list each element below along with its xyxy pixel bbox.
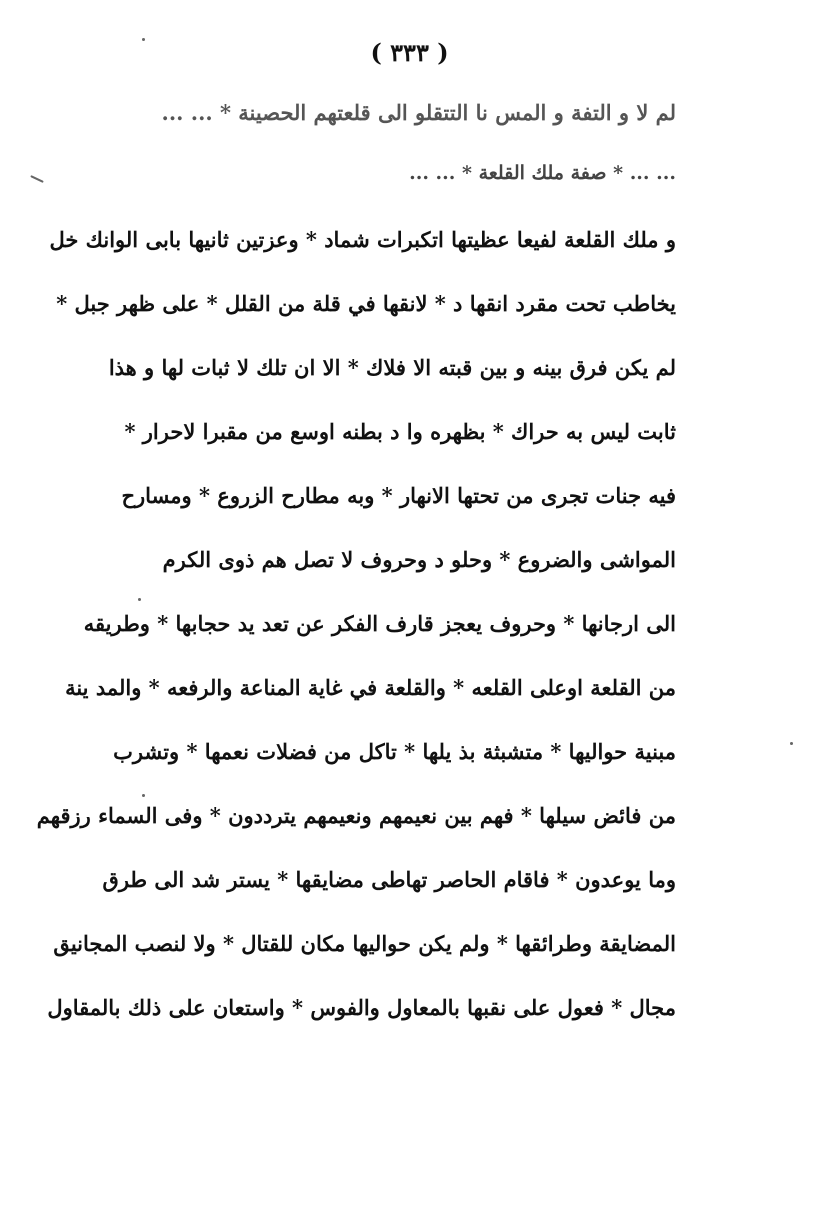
text-line: مجال * فعول على نقبها بالمعاول والفوس * واستعان على ذلك بالمقاول — [47, 995, 676, 1020]
scan-speck — [790, 742, 793, 745]
text-line: يخاطب تحت مقرد انقها د * لانقها في قلة من القلل * على ظهر جبل * — [56, 291, 676, 316]
text-line: وما يوعدون * فاقام الحاصر تهاطى مضايقها * يستر شد الى طرق — [102, 867, 676, 892]
text-line: و ملك القلعة لفيعا عظيتها اتكبرات شماد * وعزتين ثانيها بابى الوانك خل — [49, 227, 676, 252]
text-line: الى ارجانها * وحروف يعجز قارف الفكر عن تعد يد حجابها * وطريقه — [83, 611, 676, 636]
page-number: ( ۳۳۳ ) — [370, 38, 449, 67]
scan-speck — [142, 794, 145, 797]
section-heading: ... ... * صفة ملك القلعة * ... ... — [409, 162, 676, 184]
text-line: مبنية حواليها * متشبثة بذ يلها * تاكل من فضلات نعمها * وتشرب — [113, 739, 676, 764]
text-line: من القلعة اوعلى القلعه * والقلعة في غاية المناعة والرفعه * والمد ينة — [65, 675, 676, 700]
text-line: من فائض سيلها * فهم بين نعيمهم ونعيمهم يترددون * وفى السماء رزقهم — [36, 803, 676, 828]
text-line: فيه جنات تجرى من تحتها الانهار * وبه مطارح الزروع * ومسارح — [121, 483, 676, 508]
body-text — [36, 88, 676, 1040]
text-line: لم لا و التفة و المس نا التتقلو الى قلعتهم الحصينة * ... ... — [161, 100, 676, 125]
text-line: ثابت ليس به حراك * بظهره وا د بطنه اوسع من مقبرا لاحرار * — [124, 419, 676, 444]
scan-speck — [30, 175, 44, 183]
scan-speck — [142, 38, 145, 41]
text-line: المواشى والضروع * وحلو د وحروف لا تصل هم ذوى الكرم — [162, 547, 676, 572]
text-line: المضايقة وطرائقها * ولم يكن حواليها مكان للقتال * ولا لنصب المجانيق — [53, 931, 676, 956]
scan-speck — [138, 598, 141, 601]
text-line: لم يكن فرق بينه و بين قبته الا فلاك * الا ان تلك لا ثبات لها و هذا — [108, 355, 676, 380]
